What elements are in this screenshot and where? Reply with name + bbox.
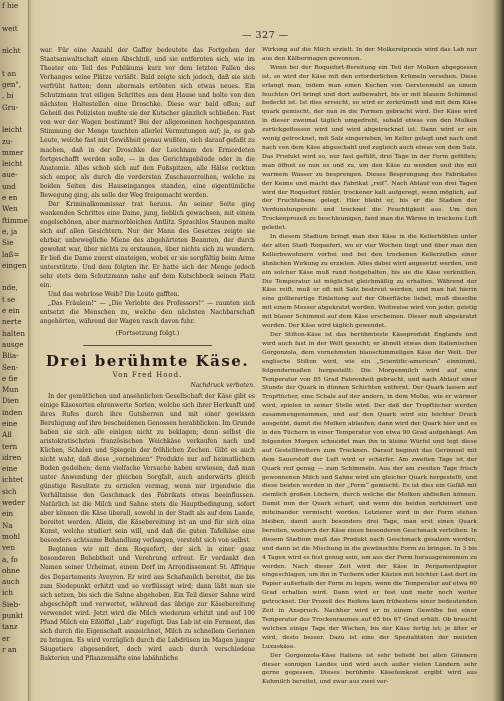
right-column — [262, 46, 477, 687]
gutter-fragment: laß= — [2, 249, 20, 259]
gutter-fragment: t an — [2, 68, 17, 78]
gutter-fragment: Sie — [2, 238, 14, 248]
gutter-fragment: ohne — [2, 565, 20, 575]
gutter-fragment: auch — [2, 577, 20, 587]
gutter-fragment: nicht — [2, 46, 21, 56]
gutter-fragment: Sieb- — [2, 599, 21, 609]
gutter-fragment: e fie — [2, 373, 18, 383]
gutter-fragment: weder — [2, 498, 25, 508]
gutter-fragment: zu- — [2, 136, 13, 146]
paragraph: Der Gorgonzola-Käse Italiens ist sehr beliebt bei allen Gönnern dieser sonnigen Landes und wird auch außer vielen Ländern sehr gerne gegessen. Dieses berühmte Käsefeinkost ergibt wird aus Kuhmilch bereitet, und zwar aus zwei ver- — [262, 652, 477, 686]
gutter-fragment — [0, 11, 28, 22]
gutter-fragment — [0, 271, 28, 282]
paragraph: Beginnen wir mit dem Roquefort, der sich in einer ganz besonderen Beliebtheit und Verehrung erfreut. Er verdankt den Namen seiner Urheimat, einem Dorf im Arrondissement St. Affrique des Departements Aveyron. Er wird aus Schafsmilch bereitet, die bis zum Siedepunkt erhitzt und so verflüssigt wird; dann läßt man sie sich setzen, bis sich die Sahne abgehoben. Ein Teil dieser Sahne wird abgeschöpft und verwertet, während das übrige zur Käsebereitung verwendet wird. Jetzt wird die Milch wiederum erhitzt und auf 100 Pfund Milch ein Eßlöffel „Lab“ zugefügt. Das Lab ist ein Ferment, das sich durch die Eigenschaft auszeichnet, Milch zu schnellem Gerinnen zu bringen. Es wird vorzüglich durch die Labdrüsen im Magen junger Säugetiere abgesondert, doch wird auch durch verschiedene Bakterien und Pflanzensäfte eine labähnliche — [40, 546, 255, 662]
gutter-fragment: ausge — [2, 339, 24, 349]
gutter-fragment: eine — [2, 418, 18, 428]
gutter-fragment: weit — [2, 23, 18, 33]
gutter-fragment: inden — [2, 407, 23, 417]
gutter-fragment: eine — [2, 464, 18, 474]
paragraph: „Das Fräulein!“ — „Die Verlobte des Professors!“ — raunten sich entsetzt die Menschen zu, welche den nächsten Nachbarschaft angehörten, während der Wagen rasch davon fuhr. — [40, 300, 255, 326]
gutter-fragment: halten — [2, 328, 25, 338]
page-number: — 327 — — [242, 30, 289, 41]
paragraph: Wenn bei der Roquefort-Bereitung ein Teil der Molken abgegossen ist, so wird der Käse mit den erforderlichen Krümeln versehen. Diese erlangt man, indem man einen Kuchen von Gerstenmehl an einem feuchten Ort bringt und dort aufbewahrt, bis er mit blauem Schimmel bedeckt ist. Ist dies erreicht, so wird er zerkrümelt und mit dem Käse quark gemischt, der nun in die Formen gebracht wird. Der Käse wird in dieser zweimal täglich umgedreht, sobald etwas von den Molken zurückgeflossen wird und wird abgetrocknet ist. Dann wird er ein wenig getrocknet, mit Salz eingerieben, im Keller gelegt und nach und nach von dem Käse abgeschabt und zugleich auch etwas von dem Salz. Das Produkt wird so, nur fast gefüllt, drei Tage in der Form gefüllen; man öffnet so nun es und zu, um den Käse zu wenden und ihn mit warmem Wasser zu besprengen. Dieses Besprengung des Fabrikates der Keime und macht das Fabrikat „reif“. Nach Ablauf von drei Tagen wird der Roquefort fühler, trockener kalt aufgeregt, wenn möglich, auf der Fruchtebene gelegt. Hier bleibt er, bis er die Stadien der Verdunstungsreife und trocknet die Feuchtigkeit aus. Um den Trockenprozeß zu beschleunigen, fand man die Wärme in trockene Luft geleitet. — [262, 64, 477, 232]
gutter-fragment: nerte — [2, 317, 22, 327]
paragraph: Der Kriminalkommissar trat heraus. An seiner Seite ging wankenden Schrittes eine Dame, jung, lieblich gewachsen, mit einem engelschönen, aber marmorbleichen Antlitz. Sprachlos Staunen malte sich auf allen Gesichtern. Nur der Mann des Gesetzes zeigte sie ehrbar, unbewegliche Miene des abgehärteten Beamten, der durch gewohnt war, über nichts zu erstaunen, über nichts sich zu wundern. Er ließ die Dame zuerst einsteigen, wobei er sie sorgfältig beim Arme unterstützte. Und dem folgten ihr. Er hatte sich der Menge jedoch sehr stets dem Schutzmann nahe auf dem Kutschbock seinen Platz ein. — [40, 200, 255, 290]
gutter-fragment: idren — [2, 452, 22, 462]
gutter-fragment: f hie — [2, 1, 19, 10]
gutter-fragment: tern — [2, 441, 18, 451]
gutter-fragment: ftimme — [2, 215, 28, 225]
gutter-fragment: leicht — [2, 125, 23, 135]
gutter-fragment: mmer — [2, 147, 24, 157]
left-column — [40, 46, 255, 663]
section-divider — [83, 345, 212, 346]
reprint-note: Nachdruck verboten. — [190, 381, 255, 389]
gutter-fragment — [0, 56, 28, 67]
gutter-fragment: All — [2, 430, 12, 440]
previous-page-gutter — [0, 0, 29, 701]
paragraph: Der Stilton-Käse ist das berühmteste Käseprodukt Englands und wird auch fast in der Welt gesucht; er ähnelt etwas dem italienischen Gorgonzola, dem vornehmsten blauschimmeligen Käse der Welt. Der englische Stilton wird, wie ein „Scientific-american“ einnimmt, folgendermaßen hergestellt: Die Morgenmilch wird auf eine Temperatur von 85 Grad Fahrenheit gebracht, und nach Ablauf einer Stunde der Quark in dünnen Schichten entfernt. Der Quark lassen auf Tropftücher, eine Schale auf der andern, in dem Molke, wie er wärmer wird, spielen in seiner Stelle wird. Der daß der Tropftücher werden zusammengenommen, und auf den Quark wird ein leichter Druck ausgeübt, damit die Molken ablaufen; dann wird der Quark hier und es in den Tüchern in einer Temperatur von etwa 90 Grad aufgehängt. Am folgenden Morgen schneidet man ihn in kleine Würfel und legt diese auf Gestellbrettern zum Trocknen. Darauf beginnt das Gerinnsel mit dem Sauerstoff der Luft wird er schärfer. Am zweiten Tage ist der Quark reif genug — zum Schimmeln. Aus der am zweiten Tage frisch gewonnenen Milch und Sahne wird ein gleicher Quark hergestellt, und diese beiden werden in der „Form“ gemischt. Es ist dies ein Gefäß mit ziemlich großen Löchern, durch welche die Molken abfließen können. Damit nun der Quark scharf, und wenn die beiden zerkleinert und miteinander vermischt worden. Letzterer wird in der Form stehen bleiben, damit auch besonders drei Tage, man erst einen Quark bereiten, wodurch der Käse einen besonderen Geschmack verleihen. In diesem Stadium muß das Produkt nach Geschmack gesalzen werden, und dann ist die Mischung in die gewünschte Form zu bringen. In 3 bis 4 Tagen wird es fest genug sein, um aus der Form herausgenommen zu werden. Nach dieser Zeit wird der Käse in Pergamentpapier eingeschlagen, um ihn in Tuchern oder Kästen mit leichter Last dort im Papier außerhalb der Form zu legen, wenn die Temperatur auf etwa 60 Grad erhalten wird. Dann wird er fest und mehr noch weiter getrocknet. Der Prozeß des Reifens kam frühestens einer bedeutenden Zeit in Anspruch. Nachher wird er in einem Gewölbe bei einer Temperatur des Trockenraumes auf 65 bis 67 Grad erhält. Ob braucht welchen einige Tage der Wochen, bis der Käse fertig ist; je älter er wird, desto besser. Dazu ist eine der Spezialitäten der meisten Luxuskäse. — [262, 332, 477, 650]
gutter-fragment: er — [2, 633, 10, 643]
gutter-fragment: leicht — [2, 159, 23, 169]
gutter-fragment: ich — [2, 588, 13, 598]
gutter-fragment — [0, 113, 28, 124]
byline: Von Fred Hood. — [112, 370, 183, 379]
gutter-fragment: Wen — [2, 204, 18, 214]
paragraph: In diesem Stadium bringt man den Käse in die Kellerhöhlen unter der alten Stadt Roquefort, wo er vier Wochen liegt und über man den Kellerbewohnern vorbei und bei den trockenen Kellerzellen einer ähnlichen Wirkung zu erzielen. Alles dabei wird angesetzt werden, und ein solcher Käse muß rund festgehalten, bis sie die Käse verknüllen. Die Temperatur ist möglichst gleichmäßig zu erhalten. Während der Käse reift, muß er oft mit Salz bestreut werden, und man hat hierin eine gollierartige Einleitung auf der Oberfläche liebet, muß dieselbe mit einem Messer abgekratzt werden. Weitweise wird von jeder, geistig mit blauer Schimmel auf dem Käse erscheinen. Dieser muß abgekratzt werden. Der Käse wird täglich gewendet. — [262, 234, 477, 330]
gutter-fragment: ein — [2, 509, 14, 519]
gutter-fragment: Dien — [2, 396, 19, 406]
gutter-fragment: t se — [2, 294, 16, 304]
gutter-fragment: und — [2, 181, 16, 191]
gutter-fragment: ichtet — [2, 475, 23, 485]
paragraph: war. Für eine Anzahl der Gaffer bedeutete das Fortgehen der Staatsanwaltschaft einen Abschluß, und sie entfernten sich, wie im Theater ein Teil des Publikums kurz vor dem letzten Fallen des Vorhanges seine Plätze verläßt. Bald zeigte sich jedoch, daß sie sich verfrüht hatten; denn abermals ertönten sich etwas neues. Ein Schutzmann trat eiligen Schrittes aus dem Hause und holte von den nächsten Haltestellen eine Droschke. Diese war bald offen; auf Geheiß des Polizisten mußte sie der Kutscher gänzlich schließen. Fast von wer der Wagen bestimmt? Bei der allgemeinen hochgespannten Stimmung der Menge tauchten allerlei Vermutungen auf; ja, es gab Leute, welche fast mit Gewißheit genau wußten, sich darauf gefaßt zu machen, daß in der Droschke der Leichnam des Ermordeten fortgeschafft werden solle, — in das Gerichtsgebäude oder in die Anatomie. Alles schob sich auf den Fußspitzen, alle Hälse reckten sich empor, als durch die vordersten Zuschauerreihen, welche zu beiden Seiten des Hauseinganges standen, eine eigentümliche Bewegung ging, als solle der Weg freigemacht werden. — [40, 47, 255, 199]
gutter-fragment: mohl — [2, 531, 21, 541]
paragraph: Und das wehrlose Weib? Die Leute gafften. — [48, 291, 180, 299]
gutter-fragment: a, fo — [2, 554, 18, 564]
gutter-fragment: , bi — [2, 91, 14, 101]
gutter-fragment — [0, 34, 28, 45]
gutter-fragment: eingen — [2, 260, 27, 270]
binding-shadow — [29, 0, 33, 701]
gutter-fragment: e, ja — [2, 226, 18, 236]
gutter-fragment: Sen- — [2, 362, 19, 372]
gutter-fragment: nde, — [2, 283, 18, 293]
gutter-fragment: Gru- — [2, 102, 19, 112]
continuation-note: (Fortsetzung folgt.) — [115, 329, 180, 338]
gutter-fragment: ven — [2, 543, 15, 553]
gutter-fragment: r an — [2, 644, 17, 654]
gutter-fragment: punkt — [2, 611, 24, 621]
gutter-fragment: Mun — [2, 385, 19, 395]
paragraph: In der gemütlichen und ansehnlichen Gesellschaft der Käse gibt es einige Käsesorten ehrenwerte Sorten, welche sich ihrer Herkunft und ihres Rufes durch ihre Gutsherren und mit einer gewissen Beruhigung auf ihre bescheidenen Genossen herabblicken. Im Grunde haben sie sich alle einigen nicht zu beklagen; denn selbst die aristokratischsten französischen Weichkäse verkaufen nach und Küchen, Schalen und Spiegeln der fröhlichen Zechen. Gibt es auch nicht wahr, daß diese „vornehmen“ Produkte nur auf heimatlichem Boden gedeihen; denn vielfache Versuche haben erwiesen, daß man unter Anwendung der gleichen Sorgfalt, auch anderwärts gleich günstige Resultate zu erzielen vermag, wenn nur irgendwie die Verhältnisse den Geschmack des Fabrikats etwas beeinflussen. Natürlich ist die Milch und Sahne stets die Hauptbedingung, sofort aber können die Käse überall, sowohl in der Stadt als auf dem Lande, bereitet werden. Allein, die Käsebereitung ist an und für sich eine Kunst, welche studiert sein will, und daß die guten Tafelkäse eine besonders achtsame Behandlung verlangen, versteht sich von selbst. — [40, 392, 255, 545]
gutter-fragment: aue- — [2, 170, 18, 180]
gutter-fragment: e en — [2, 193, 18, 203]
gutter-fragment: sich — [2, 486, 17, 496]
gutter-fragment: Na — [2, 520, 13, 530]
gutter-fragment: e ein — [2, 306, 20, 316]
gutter-fragment: Blia- — [2, 351, 19, 361]
gutter-fragment: gen", — [2, 80, 22, 90]
gutter-fragment: tanz — [2, 622, 18, 632]
paragraph: Wirkung auf die Milch erzielt. In der Molkereipraxis wird das Lab nur aus den Kälbermagen gewonnen. — [262, 47, 477, 62]
story-title: Drei berühmte Käse. — [45, 351, 250, 370]
